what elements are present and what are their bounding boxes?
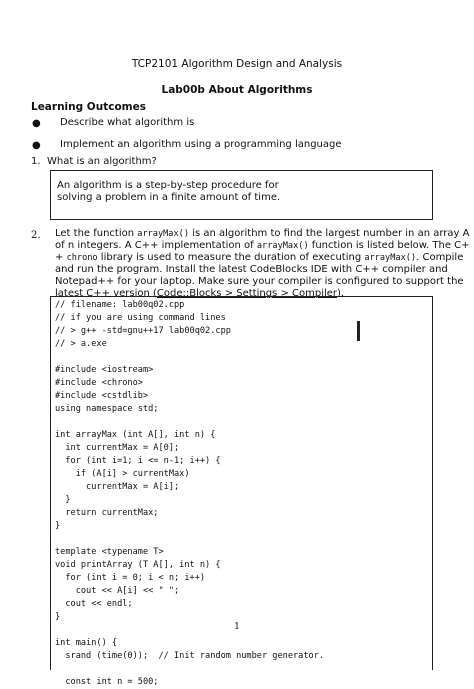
code-line: currentMax = A[i];	[55, 482, 180, 492]
learning-outcome-text: Describe what algorithm is	[60, 117, 195, 128]
code-line: const int n = 500;	[55, 677, 159, 687]
text-cursor	[357, 321, 360, 341]
paragraph-text: function is listed below. The C+	[308, 240, 470, 251]
paragraph-line	[55, 252, 464, 264]
inline-code: arrayMax()	[256, 241, 309, 251]
paragraph-text: library is used to measure the duration of executing	[97, 252, 365, 263]
lab-title: Lab00b About Algorithms	[161, 84, 313, 96]
question-2-paragraph	[55, 228, 470, 300]
code-line	[55, 533, 432, 546]
inline-code: arrayMax()	[364, 253, 417, 263]
menu-path: Code::Blocks > Settings > Compiler	[156, 288, 338, 299]
paragraph-text: is an algorithm to find the largest number in an array A	[189, 228, 470, 239]
question-1-text: What is an algorithm?	[47, 156, 157, 167]
bullet-icon: ●	[32, 118, 41, 129]
code-line: if (A[i] > currentMax)	[55, 469, 190, 479]
code-line	[55, 416, 432, 429]
page-number: 1	[234, 622, 240, 632]
paragraph-text: latest C++ version (	[55, 288, 157, 299]
paragraph-text: Let the function	[55, 228, 138, 239]
answer-box[interactable]	[50, 170, 433, 220]
code-line: void printArray (T A[], int n) {	[55, 560, 221, 570]
code-line: #include <iostream>	[55, 365, 154, 375]
paragraph-text: ).	[337, 288, 345, 299]
code-line: cout << endl;	[55, 599, 133, 609]
paragraph-text: . Compile	[416, 252, 464, 263]
answer-line: solving a problem in a finite amount of time.	[57, 192, 281, 203]
code-line: template <typename T>	[55, 547, 164, 557]
learning-outcomes-list	[31, 116, 451, 160]
bullet-icon: ●	[32, 140, 41, 151]
code-line: }	[55, 612, 61, 622]
code-line: cout << A[i] << " ";	[55, 586, 180, 596]
question-1-number: 1.	[31, 156, 41, 167]
code-line: int main() {	[55, 638, 118, 648]
code-line: using namespace std;	[55, 404, 159, 414]
question-1	[31, 156, 157, 167]
code-line: int currentMax = A[0];	[55, 443, 180, 453]
code-listing	[50, 296, 433, 687]
code-line: int arrayMax (int A[], int n) {	[55, 430, 216, 440]
inline-code: arrayMax()	[137, 229, 190, 239]
paragraph-text: of n integers. A C++ implementation of	[55, 240, 257, 251]
code-line: for (int i = 0; i < n; i++)	[55, 573, 206, 583]
learning-outcome-item	[31, 116, 451, 138]
code-line: #include <cstdlib>	[55, 391, 149, 401]
paragraph-text: Notepad++ for your laptop. Make sure your compiler is configured to support the	[55, 276, 464, 287]
answer-line: An algorithm is a step-by-step procedure for	[57, 180, 279, 191]
code-line: // filename: lab00q02.cpp	[55, 300, 185, 310]
course-title: TCP2101 Algorithm Design and Analysis	[131, 58, 343, 70]
code-line	[55, 351, 432, 364]
paragraph-line	[55, 228, 470, 240]
inline-code: chrono	[66, 253, 98, 263]
code-line: srand (time(0)); // Init random number generator.	[55, 651, 325, 661]
paragraph-text: and run the program. Install the latest CodeBlocks IDE with C++ compiler and	[55, 264, 448, 275]
code-line: // > a.exe	[55, 339, 107, 349]
question-2-number: 2.	[31, 230, 41, 241]
paragraph-line	[55, 276, 464, 288]
code-line: #include <chrono>	[55, 378, 143, 388]
paragraph-text: +	[55, 252, 67, 263]
learning-outcome-text: Implement an algorithm using a programming language	[60, 139, 342, 150]
code-line: }	[55, 495, 71, 505]
learning-outcomes-heading: Learning Outcomes	[31, 101, 146, 113]
paragraph-line	[55, 264, 448, 276]
code-line: // if you are using command lines	[55, 313, 226, 323]
code-line: for (int i=1; i <= n-1; i++) {	[55, 456, 221, 466]
code-line: // > g++ -std=gnu++17 lab00q02.cpp	[55, 326, 231, 336]
code-line: return currentMax;	[55, 508, 159, 518]
code-line: }	[55, 521, 61, 531]
paragraph-line	[55, 240, 470, 252]
